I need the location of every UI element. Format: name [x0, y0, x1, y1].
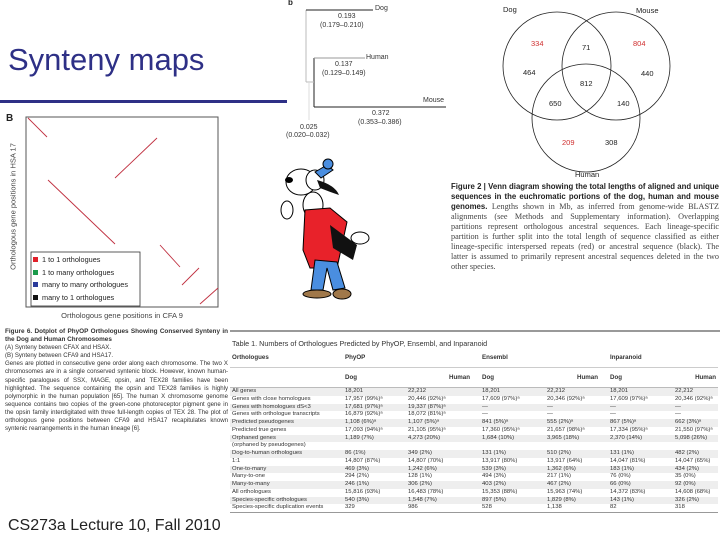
legend-swatch: [33, 270, 38, 275]
legend-swatch: [33, 282, 38, 287]
table-cell: 183 (1%): [610, 465, 634, 472]
table-cell: 539 (3%): [482, 465, 506, 472]
table-cell: 16,483 (78%): [408, 488, 444, 495]
legend-label: 1 to many orthologues: [42, 267, 115, 277]
row-label: Predicted true genes: [232, 426, 287, 433]
column-header: Human: [545, 368, 608, 388]
table-cell: 469 (3%): [345, 465, 369, 472]
venn-label-dog: Dog: [503, 5, 517, 14]
table-cell: —: [610, 403, 616, 410]
branch-ci: (0.020–0.032): [286, 132, 330, 139]
table-cell: —: [675, 411, 681, 418]
caption-body: Genes are plotted in consecutive gene order along each chromosome. The two X chromosomes are in a single conserved syntenic block. However, known human-specific paralogues of SSX, MAGE, opsin, and TEX28 families have been highlighted. The sequence containing the opsin and TEX28 families is highly polymorphic in the human population [65]. The human X chromosome genome sequence contains two copies of the green-cone photoreceptor pigment gene in the opsin family interdigitated with three full-length copies of TEX 28. The plot of orthologous gene positions between CFA9 and HSA17 recapitulates known syntenic rearrangements in the human lineage [6].: [5, 360, 228, 433]
dotplot-figure: [0, 105, 230, 325]
venn-value-dog-human: 650: [549, 99, 562, 108]
row-label: (orphaned by pseudogenes): [232, 442, 306, 449]
caption-body: Lengths shown in Mb, as inferred from genome-wide BLASTZ alignments (see Methods and Supplementary information). Overlapping partitions represent orthologous ancestral sequences. Each lineage-specific partition is further split into the total length of sequence classified as either lineage-specific interspersed repeats (red) or ancestral sequence (black). The latter is assumed to primarily represent ancestral sequences deleted in the two other species.: [451, 202, 719, 271]
row-label: Predicted pseudogenes: [232, 419, 294, 425]
venn-value-mouse-only: 440: [641, 69, 654, 78]
legend-label: many to many orthologues: [42, 280, 128, 289]
table-cell: 17,334 (95%)ᵃ: [610, 426, 648, 433]
table-cell: 294 (2%): [345, 473, 369, 480]
table-row: [230, 396, 718, 404]
table-cell: 1,362 (6%): [547, 465, 576, 472]
table-cell: 14,047 (81%): [610, 457, 646, 464]
branch-ci: (0.179–0.210): [320, 22, 364, 29]
column-header: Human: [406, 368, 480, 388]
table-cell: 15,816 (93%): [345, 488, 381, 495]
table-cell: 467 (2%): [547, 481, 571, 487]
table-cell: [673, 442, 718, 450]
table-cell: 1,684 (10%): [482, 434, 515, 441]
venn-label-human: Human: [575, 170, 600, 179]
row-label: Orphaned genes: [232, 434, 276, 441]
table-row: [230, 473, 718, 481]
venn-value-dog-mouse: 71: [582, 43, 591, 52]
table-cell: 841 (5%)ᵃ: [482, 419, 509, 425]
tree-label-mouse: Mouse: [423, 97, 445, 104]
branch-length: 0.137: [335, 61, 353, 68]
column-header: Orthologues: [230, 348, 343, 368]
table-title: Table 1. Numbers of Orthologues Predicted by PhyOP, Ensembl, and Inparanoid: [232, 339, 488, 348]
table-row: [230, 435, 718, 443]
table-cell: 1,242 (6%): [408, 465, 437, 472]
table-cell: 14,807 (87%): [345, 457, 381, 464]
row-label: Genes with homologues dS<3: [232, 403, 311, 410]
table-cell: 662 (3%)ᵃ: [675, 419, 702, 425]
table-cell: 13,917 (64%): [547, 457, 583, 464]
table-cell: 22,212: [547, 388, 566, 394]
column-group-header: Ensembl: [480, 348, 608, 368]
table-cell: 20,446 (92%)ᵃ: [408, 395, 446, 402]
row-label: All orthologues: [232, 488, 271, 495]
legend-label: many to 1 orthologues: [42, 292, 115, 302]
table-cell: 17,609 (97%)ᵃ: [610, 395, 648, 402]
table-cell: 17,609 (97%)ᵃ: [482, 395, 520, 402]
table-cell: 143 (1%): [610, 496, 634, 503]
table-row: [230, 442, 718, 450]
legend-swatch: [33, 295, 38, 300]
table-cell: 14,807 (70%): [408, 457, 444, 464]
row-label: 1:1: [232, 457, 241, 464]
table-cell: 18,201: [610, 388, 629, 394]
table-cell: 66 (0%): [610, 481, 631, 487]
figure-6-caption: [5, 328, 228, 433]
table-row: [230, 466, 718, 474]
table-cell: —: [547, 411, 553, 418]
venn-value-human-repeat: 209: [562, 138, 575, 147]
table-cell: 13,917 (80%): [482, 457, 518, 464]
table-cell: [343, 442, 406, 450]
table-cell: [480, 442, 545, 450]
venn-value-mouse-repeat: 804: [633, 39, 646, 48]
column-header: Human: [673, 368, 718, 388]
panel-label: B: [6, 113, 14, 124]
caption-title: Figure 2 | Venn diagram showing the total lengths of aligned and unique sequences in the euchromatic portions of the dog, human and mouse genomes.: [451, 182, 719, 211]
table-cell: 1,138: [545, 504, 608, 512]
table-cell: 18,201: [482, 388, 501, 394]
table-cell: 15,963 (74%): [547, 488, 583, 495]
legend-item: [33, 254, 128, 267]
table-row: [230, 481, 718, 489]
table-cell: 306 (2%): [408, 481, 432, 487]
y-axis-label: Orthologous gene positions in HSA 17: [8, 143, 18, 270]
table-cell: 1,107 (5%)ᵃ: [408, 419, 440, 425]
table-cell: 76 (0%): [610, 473, 631, 480]
venn-value-human-only: 308: [605, 138, 618, 147]
venn-value-dog-repeat: 334: [531, 39, 544, 48]
branch-length: 0.372: [372, 110, 390, 117]
legend-swatch: [33, 257, 38, 262]
column-group-header: Inparanoid: [608, 348, 718, 368]
row-label: One-to-many: [232, 465, 267, 472]
table-row: [230, 404, 718, 412]
table-cell: 18,072 (81%)ᵃ: [408, 411, 446, 418]
table-row: [230, 504, 718, 512]
table-cell: 986: [406, 504, 480, 512]
table-cell: 21,550 (97%)ᵃ: [675, 426, 713, 433]
table-cell: —: [482, 411, 488, 418]
table-row: [230, 411, 718, 419]
row-label: Species-specific duplication events: [230, 504, 343, 512]
row-label: Many-to-many: [232, 481, 270, 487]
column-header: Dog: [480, 368, 545, 388]
row-label: Many-to-one: [232, 473, 266, 480]
table-cell: 20,346 (92%)ᵃ: [547, 395, 585, 402]
table-cell: 22,212: [675, 388, 694, 394]
x-axis-label: Orthologous gene positions in CFA 9: [61, 311, 183, 320]
row-label: All genes: [232, 388, 257, 394]
venn-circles: [495, 0, 720, 182]
table-row: [230, 450, 718, 458]
table-cell: 897 (5%): [482, 496, 506, 503]
caption-title: Figure 6. Dotplot of PhyOP Orthologues Showing Conserved Synteny in the Dog and Human Chromosomes: [5, 328, 228, 344]
caption-line: (A) Synteny between CFAX and HSAX.: [5, 344, 112, 352]
table-row: [230, 497, 718, 505]
table-cell: 17,681 (97%)ᵃ: [345, 403, 383, 410]
table-cell: 128 (1%): [408, 473, 432, 480]
table-cell: 326 (2%): [675, 496, 699, 503]
branch-length: 0.193: [338, 13, 356, 20]
venn-value-mouse-human: 140: [617, 99, 630, 108]
figure-2-caption: [451, 182, 719, 272]
table-cell: 1,108 (6%)ᵃ: [345, 419, 377, 425]
slide-footer: CS273a Lecture 10, Fall 2010: [8, 517, 221, 534]
table-cell: [545, 442, 608, 450]
table-cell: 1,548 (7%): [408, 496, 437, 503]
table-row: [230, 427, 718, 435]
venn-circle-mouse: [562, 12, 670, 120]
table-cell: 540 (3%): [345, 496, 369, 503]
table-cell: 5,098 (26%): [675, 434, 708, 441]
table-cell: —: [675, 403, 681, 410]
venn-diagram: [495, 0, 720, 182]
table-cell: 528: [480, 504, 545, 512]
table-cell: 14,047 (65%): [675, 457, 711, 464]
table-cell: 19,337 (87%)ᵃ: [408, 403, 446, 410]
table-cell: —: [610, 411, 616, 418]
column-header: Dog: [608, 368, 673, 388]
venn-value-dog-only: 464: [523, 68, 536, 77]
table-cell: 482 (2%): [675, 450, 699, 456]
column-header-empty: [230, 368, 343, 388]
orthologue-table: [230, 330, 720, 513]
table-cell: 349 (2%): [408, 450, 432, 456]
legend-item: [33, 279, 128, 292]
table-cell: 15,353 (88%): [482, 488, 518, 495]
table-cell: 17,093 (94%)ᵃ: [345, 426, 383, 433]
row-label: Genes with orthologue transcripts: [232, 411, 320, 418]
branch-length: 0.025: [300, 124, 318, 131]
table-cell: 329: [343, 504, 406, 512]
table-cell: [608, 442, 673, 450]
table-cell: 1,189 (7%): [345, 434, 374, 441]
caption-line: (B) Synteny between CFA9 and HSA17.: [5, 352, 114, 360]
legend-label: 1 to 1 orthologues: [42, 255, 101, 264]
legend-item: [33, 267, 128, 280]
phylogenetic-tree: [285, 0, 450, 140]
dotplot-legend: [33, 254, 128, 304]
table-cell: 20,346 (92%)ᵃ: [675, 395, 713, 402]
table-cell: 494 (3%): [482, 473, 506, 480]
table-cell: 86 (1%): [345, 450, 366, 456]
table-row: [230, 388, 718, 396]
table-cell: 131 (1%): [610, 450, 634, 456]
tree-label-human: Human: [366, 54, 389, 61]
table-row: [230, 458, 718, 466]
table-cell: 16,879 (92%)ᵃ: [345, 411, 383, 418]
table-cell: 217 (1%): [547, 473, 571, 480]
tree-label-dog: Dog: [375, 5, 388, 12]
table-cell: 17,360 (95%)ᵃ: [482, 426, 520, 433]
table-row: [230, 489, 718, 497]
table-cell: 18,201: [345, 388, 364, 394]
table-cell: 21,105 (95%)ᵃ: [408, 426, 446, 433]
row-label: Dog-to-human orthologues: [232, 450, 303, 456]
table-cell: —: [547, 403, 553, 410]
row-label: Genes with close homologues: [232, 395, 311, 402]
table-cell: 21,657 (98%)ᵃ: [547, 426, 585, 433]
panel-label: b: [288, 0, 293, 7]
table-cell: 246 (1%): [345, 481, 369, 487]
legend-item: [33, 292, 128, 305]
table-cell: 92 (0%): [675, 481, 696, 487]
table-cell: 403 (2%): [482, 481, 506, 487]
table-cell: 318: [673, 504, 718, 512]
table-cell: 82: [608, 504, 673, 512]
table-cell: —: [482, 403, 488, 410]
row-label: Species-specific orthologues: [232, 496, 307, 503]
table-cell: 4,273 (20%): [408, 434, 441, 441]
column-header: Dog: [343, 368, 406, 388]
table-cell: 1,829 (8%): [547, 496, 576, 503]
table-cell: 555 (2%)ᵃ: [547, 419, 574, 425]
slide-title: Synteny maps: [8, 42, 205, 77]
table-cell: 17,957 (99%)ᵃ: [345, 395, 383, 402]
table-cell: 22,212: [408, 388, 427, 394]
table-cell: 867 (5%)ᵃ: [610, 419, 637, 425]
branch-ci: (0.129–0.149): [322, 70, 366, 77]
table-cell: 510 (2%): [547, 450, 571, 456]
venn-value-all: 812: [580, 79, 593, 88]
table-cell: 35 (0%): [675, 473, 696, 480]
table-row: [230, 419, 718, 427]
venn-label-mouse: Mouse: [636, 6, 659, 15]
table-cell: 131 (1%): [482, 450, 506, 456]
table-cell: 434 (2%): [675, 465, 699, 472]
table-cell: 3,965 (18%): [547, 434, 580, 441]
title-divider: [0, 100, 287, 103]
table-cell: 14,608 (68%): [675, 488, 711, 495]
goofy-cartoon-image: [275, 150, 370, 300]
branch-ci: (0.353–0.386): [358, 119, 402, 126]
table-top-rule: [230, 330, 720, 332]
column-group-header: PhyOP: [343, 348, 480, 368]
table-cell: [406, 442, 480, 450]
table-cell: 14,372 (83%): [610, 488, 646, 495]
table-cell: 2,370 (14%): [610, 434, 643, 441]
